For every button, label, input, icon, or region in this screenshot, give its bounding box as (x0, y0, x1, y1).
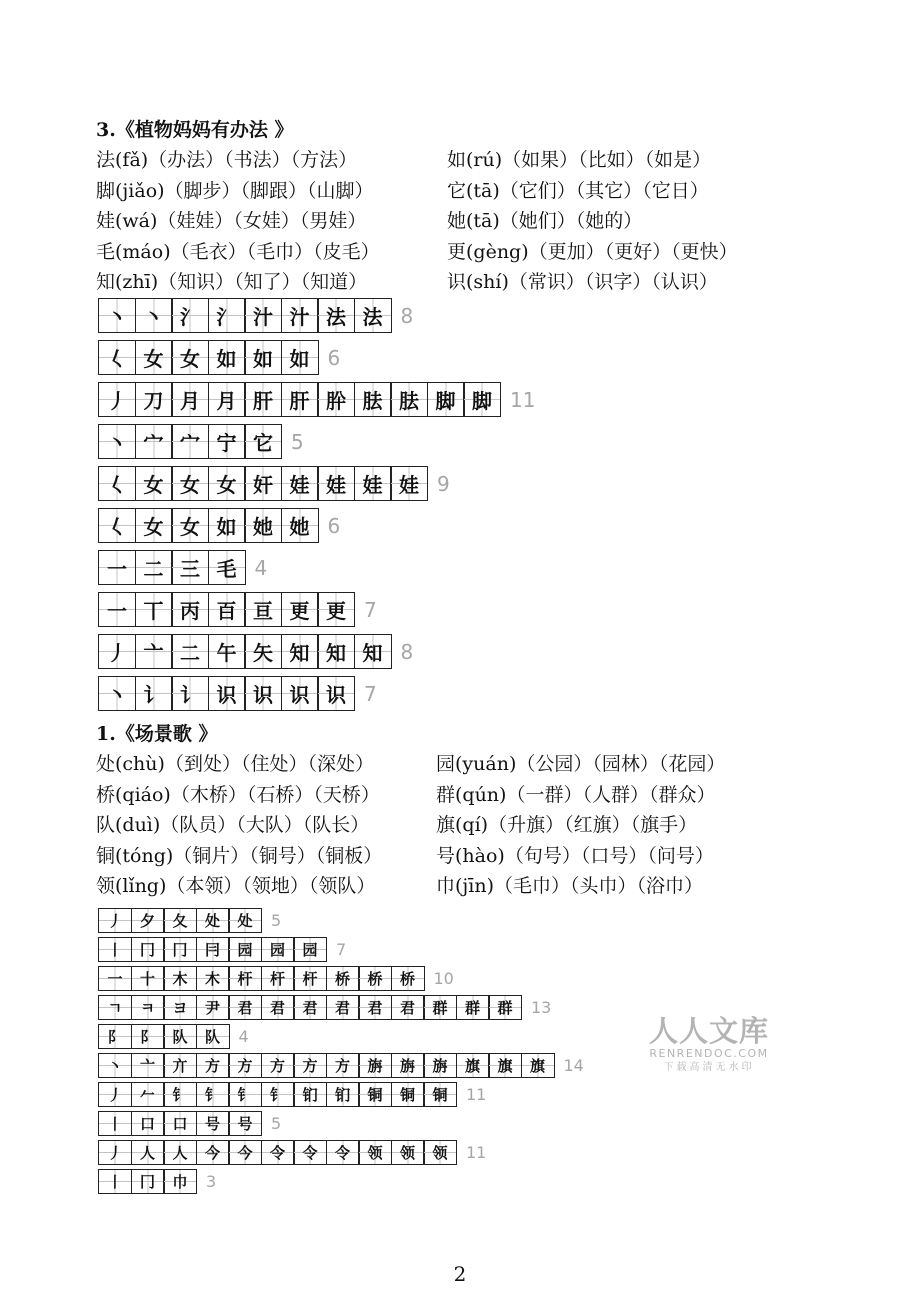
stroke-order-row (98, 1111, 281, 1136)
stroke-cell: 𡿨 (98, 466, 136, 501)
stroke-cell: 方 (228, 1053, 262, 1078)
stroke-cell: 领 (358, 1140, 392, 1165)
stroke-cell: 杆 (228, 966, 262, 991)
vocab-line (96, 145, 712, 176)
stroke-order-row (98, 508, 340, 543)
stroke-cell: 旗 (456, 1053, 490, 1078)
stroke-order-row (98, 1140, 486, 1165)
stroke-cell: 丨 (98, 937, 132, 962)
stroke-cell: 二 (135, 550, 173, 585)
vocab-line (96, 267, 718, 298)
stroke-cell: 园 (261, 937, 295, 962)
stroke-cell: 亘 (244, 592, 282, 627)
stroke-cell: 亣 (163, 1053, 197, 1078)
stroke-cell: 丿 (98, 1140, 132, 1165)
stroke-cell: 方 (326, 1053, 360, 1078)
vocab-line (96, 841, 714, 872)
stroke-cell: 百 (208, 592, 246, 627)
stroke-cell: 月 (171, 382, 209, 417)
stroke-cell: 法 (354, 298, 392, 333)
stroke-cell: 讠 (171, 676, 209, 711)
stroke-cell: 胠 (354, 382, 392, 417)
vocab-line (96, 871, 704, 902)
stroke-cell: 宀 (135, 424, 173, 459)
stroke-cell: 君 (261, 995, 295, 1020)
stroke-cell: 𡿨 (98, 508, 136, 543)
stroke-count: 11 (510, 387, 536, 412)
lesson-3-section (96, 115, 738, 298)
vocab-entry: 她(tā)（她们）（她的） (447, 210, 643, 232)
stroke-cell: 木 (196, 966, 230, 991)
stroke-cell: 冂 (131, 937, 165, 962)
stroke-cell: 人 (131, 1140, 165, 1165)
watermark-site-text: RENRENDOC.COM (649, 1047, 769, 1060)
stroke-count: 10 (433, 969, 454, 988)
stroke-count: 8 (400, 639, 414, 664)
stroke-cell: 令 (261, 1140, 295, 1165)
stroke-cell: 旃 (391, 1053, 425, 1078)
stroke-cell: 𡿨 (98, 340, 136, 375)
stroke-cell: 杆 (293, 966, 327, 991)
stroke-cell: 桥 (391, 966, 425, 991)
stroke-cell: 群 (456, 995, 490, 1020)
stroke-count: 4 (254, 555, 268, 580)
stroke-cell: 讠 (135, 676, 173, 711)
stroke-order-row (98, 466, 450, 501)
stroke-cell: 丶 (98, 424, 136, 459)
stroke-cell: 更 (281, 592, 319, 627)
stroke-cell: 二 (171, 634, 209, 669)
stroke-cell: 识 (281, 676, 319, 711)
lesson-1-title: 1.《场景歌 》 (96, 723, 218, 745)
stroke-cell: 队 (163, 1024, 197, 1049)
stroke-cell: 群 (423, 995, 457, 1020)
vocab-line (96, 810, 698, 841)
stroke-cell: 女 (208, 466, 246, 501)
stroke-cell: 丅 (135, 592, 173, 627)
stroke-cell: 口 (131, 1111, 165, 1136)
stroke-cell: 识 (208, 676, 246, 711)
stroke-cell: 处 (228, 908, 262, 933)
stroke-cell: 宁 (208, 424, 246, 459)
stroke-cell: ヨ (163, 995, 197, 1020)
stroke-cell: 丨 (98, 1169, 132, 1194)
stroke-cell: 丿 (98, 634, 136, 669)
stroke-count: 5 (291, 429, 304, 454)
stroke-cell: 丶 (98, 1053, 132, 1078)
stroke-cell: 知 (281, 634, 319, 669)
vocab-entry: 领(lǐng)（本领）（领地）（领队） (96, 875, 376, 897)
stroke-cell: 尹 (196, 995, 230, 1020)
stroke-cell: 巾 (163, 1169, 197, 1194)
stroke-cell: 娃 (317, 466, 355, 501)
stroke-cell: 钔 (326, 1082, 360, 1107)
stroke-cell: 氵 (171, 298, 209, 333)
vocab-entry: 如(rú)（如果）（比如）（如是） (447, 149, 712, 171)
stroke-cell: 钅 (228, 1082, 262, 1107)
vocab-entry: 旗(qí)（升旗）（红旗）（旗手） (436, 814, 698, 836)
stroke-cell: 阝 (131, 1024, 165, 1049)
stroke-count: 6 (327, 513, 341, 538)
stroke-cell: 今 (228, 1140, 262, 1165)
stroke-order-row (98, 340, 340, 375)
stroke-cell: 铜 (391, 1082, 425, 1107)
stroke-order-row (98, 592, 377, 627)
stroke-cell: 胠 (390, 382, 428, 417)
stroke-cell: 汁 (244, 298, 282, 333)
stroke-cell: 识 (317, 676, 355, 711)
stroke-cell: 令 (326, 1140, 360, 1165)
stroke-cell: 夕 (131, 908, 165, 933)
vocab-entry: 娃(wá)（娃娃）（女娃）（男娃） (96, 210, 367, 232)
vocab-entry: 毛(máo)（毛衣）（毛巾）（皮毛） (96, 240, 380, 263)
stroke-cell: 丿 (98, 908, 132, 933)
stroke-cell: 女 (171, 340, 209, 375)
vocab-entry: 处(chù)（到处）（住处）（深处） (96, 753, 374, 775)
stroke-cell: 奸 (244, 466, 282, 501)
stroke-cell: 旗 (488, 1053, 522, 1078)
stroke-cell: 君 (293, 995, 327, 1020)
stroke-cell: 木 (163, 966, 197, 991)
vocab-entry: 脚(jiǎo)（脚步）（脚跟）（山脚） (96, 179, 374, 202)
stroke-count: 3 (206, 1172, 217, 1191)
stroke-cell: 铜 (423, 1082, 457, 1107)
stroke-cell: 她 (281, 508, 319, 543)
stroke-cell: 如 (208, 340, 246, 375)
vocab-entry: 园(yuán)（公园）（园林）（花园） (436, 753, 726, 775)
stroke-cell: 钅 (261, 1082, 295, 1107)
stroke-cell: 队 (196, 1024, 230, 1049)
stroke-cell: 女 (135, 340, 173, 375)
stroke-cell: 一 (98, 550, 136, 585)
stroke-cell: 更 (317, 592, 355, 627)
vocab-entry: 知(zhī)（知识）（知了）（知道） (96, 271, 368, 293)
stroke-cell: 丨 (98, 1111, 132, 1136)
stroke-order-row (98, 1082, 486, 1107)
stroke-cell: 氵 (208, 298, 246, 333)
stroke-order-row (98, 676, 377, 711)
vocab-line (96, 237, 738, 268)
stroke-cell: 令 (293, 1140, 327, 1165)
lesson-1-vocab (96, 749, 726, 902)
stroke-cell: 丿 (98, 382, 136, 417)
stroke-cell: 方 (293, 1053, 327, 1078)
stroke-cell: 肝 (281, 382, 319, 417)
stroke-count: 7 (336, 940, 347, 959)
stroke-cell: 法 (317, 298, 355, 333)
stroke-cell: 旗 (521, 1053, 555, 1078)
stroke-count: 5 (271, 911, 282, 930)
vocab-entry: 桥(qiáo)（木桥）（石桥）（天桥） (96, 783, 380, 806)
stroke-cell: 钔 (293, 1082, 327, 1107)
stroke-order-row (98, 995, 551, 1020)
stroke-cell: 女 (171, 466, 209, 501)
stroke-cell: 桥 (326, 966, 360, 991)
stroke-count: 5 (271, 1114, 282, 1133)
stroke-cell: 夂 (163, 908, 197, 933)
stroke-order-row (98, 1053, 584, 1078)
stroke-count: 9 (437, 471, 450, 496)
stroke-cell: 群 (488, 995, 522, 1020)
stroke-cell: 钅 (163, 1082, 197, 1107)
stroke-cell: 方 (196, 1053, 230, 1078)
stroke-count: 7 (364, 681, 377, 706)
stroke-cell: 毛 (208, 550, 246, 585)
vocab-entry: 铜(tóng)（铜片）（铜号）（铜板） (96, 844, 383, 867)
stroke-cell: 铜 (358, 1082, 392, 1107)
stroke-cell: 如 (244, 340, 282, 375)
stroke-cell: 娃 (354, 466, 392, 501)
stroke-cell: 丶 (98, 298, 136, 333)
stroke-order-row (98, 937, 346, 962)
stroke-cell: 丶 (135, 298, 173, 333)
stroke-cell: 如 (281, 340, 319, 375)
vocab-entry: 更(gèng)（更加）（更好）（更快） (447, 240, 738, 263)
vocab-line (96, 780, 716, 811)
stroke-cell: 君 (228, 995, 262, 1020)
stroke-order-row (98, 382, 535, 417)
stroke-cell: 刀 (135, 382, 173, 417)
vocab-entry: 巾(jīn)（毛巾）（头巾）（浴巾） (436, 875, 704, 897)
stroke-cell: 园 (293, 937, 327, 962)
stroke-cell: 旃 (358, 1053, 392, 1078)
stroke-cell: 𠂉 (131, 1082, 165, 1107)
stroke-cell: 它 (244, 424, 282, 459)
stroke-cell: 桥 (358, 966, 392, 991)
stroke-cell: 方 (261, 1053, 295, 1078)
stroke-cell: 号 (196, 1111, 230, 1136)
stroke-cell: 杆 (261, 966, 295, 991)
stroke-cell: 号 (228, 1111, 262, 1136)
stroke-cell: 脚 (427, 382, 465, 417)
watermark-tag-text: 下载高清无水印 (663, 1062, 755, 1073)
stroke-cell: 娃 (281, 466, 319, 501)
stroke-cell: 丶 (98, 676, 136, 711)
stroke-cell: ㅋ (131, 995, 165, 1020)
stroke-cell: 汁 (281, 298, 319, 333)
stroke-cell: 脚 (463, 382, 501, 417)
vocab-line (96, 176, 709, 207)
stroke-cell: 矢 (244, 634, 282, 669)
stroke-cell: 月 (208, 382, 246, 417)
stroke-cell: 人 (163, 1140, 197, 1165)
vocab-entry: 它(tā)（它们）（其它）（它日） (447, 179, 709, 202)
lesson-3-vocab (96, 145, 738, 298)
stroke-cell: 肸 (317, 382, 355, 417)
stroke-count: 14 (563, 1056, 584, 1075)
stroke-cell: 冂 (131, 1169, 165, 1194)
stroke-cell: 旃 (423, 1053, 457, 1078)
stroke-cell: 女 (171, 508, 209, 543)
stroke-order-row (98, 424, 304, 459)
stroke-cell: 知 (317, 634, 355, 669)
vocab-entry: 号(hào)（句号）（口号）（问号） (436, 844, 714, 867)
vocab-entry: 识(shí)（常识）（识字）（认识） (447, 271, 718, 293)
stroke-cell: 三 (171, 550, 209, 585)
stroke-cell: 女 (135, 508, 173, 543)
stroke-cell: 领 (423, 1140, 457, 1165)
stroke-cell: 处 (196, 908, 230, 933)
vocab-line (96, 206, 643, 237)
stroke-cell: 十 (131, 966, 165, 991)
stroke-order-row (98, 966, 454, 991)
stroke-cell: 阝 (98, 1024, 132, 1049)
stroke-cell: 肝 (244, 382, 282, 417)
lesson-3-title: 3.《植物妈妈有办法 》 (96, 119, 294, 141)
stroke-cell: 口 (163, 1111, 197, 1136)
stroke-cell: 领 (391, 1140, 425, 1165)
stroke-order-row (98, 1169, 216, 1194)
vocab-entry: 法(fǎ)（办法）（书法）（方法） (96, 149, 358, 171)
stroke-cell: 君 (391, 995, 425, 1020)
stroke-count: 8 (400, 303, 414, 328)
stroke-cell: 冂 (163, 937, 197, 962)
stroke-order-row (98, 634, 413, 669)
stroke-cell: 娃 (390, 466, 428, 501)
stroke-count: 6 (327, 345, 341, 370)
stroke-count: 4 (238, 1027, 249, 1046)
stroke-cell: 君 (326, 995, 360, 1020)
stroke-cell: 丙 (171, 592, 209, 627)
stroke-count: 11 (466, 1085, 487, 1104)
stroke-cell: 知 (354, 634, 392, 669)
stroke-cell: 如 (208, 508, 246, 543)
stroke-count: 11 (466, 1143, 487, 1162)
stroke-cell: 园 (228, 937, 262, 962)
stroke-count: 7 (364, 597, 377, 622)
stroke-cell: 亠 (135, 634, 173, 669)
stroke-cell: 午 (208, 634, 246, 669)
page-number: 2 (453, 1262, 467, 1286)
stroke-cell: 亠 (131, 1053, 165, 1078)
stroke-cell: 君 (358, 995, 392, 1020)
stroke-cell: 识 (244, 676, 282, 711)
stroke-cell: ㄱ (98, 995, 132, 1020)
vocab-line (96, 749, 726, 780)
watermark-logo (648, 1015, 770, 1075)
vocab-entry: 群(qún)（一群）（人群）（群众） (436, 783, 716, 806)
stroke-cell: 一 (98, 592, 136, 627)
stroke-cell: 女 (135, 466, 173, 501)
lesson-1-section (96, 719, 726, 902)
stroke-cell: 一 (98, 966, 132, 991)
stroke-cell: 冃 (196, 937, 230, 962)
stroke-cell: 今 (196, 1140, 230, 1165)
vocab-entry: 队(duì)（队员）（大队）（队长） (96, 814, 370, 836)
stroke-order-row (98, 550, 267, 585)
watermark-main-text: 人人文库 (648, 1014, 769, 1048)
stroke-order-row (98, 1024, 249, 1049)
stroke-cell: 她 (244, 508, 282, 543)
stroke-cell: 丿 (98, 1082, 132, 1107)
stroke-cell: 钅 (196, 1082, 230, 1107)
stroke-count: 13 (531, 998, 552, 1017)
stroke-order-row (98, 298, 413, 333)
stroke-order-row (98, 908, 281, 933)
stroke-cell: 宀 (171, 424, 209, 459)
